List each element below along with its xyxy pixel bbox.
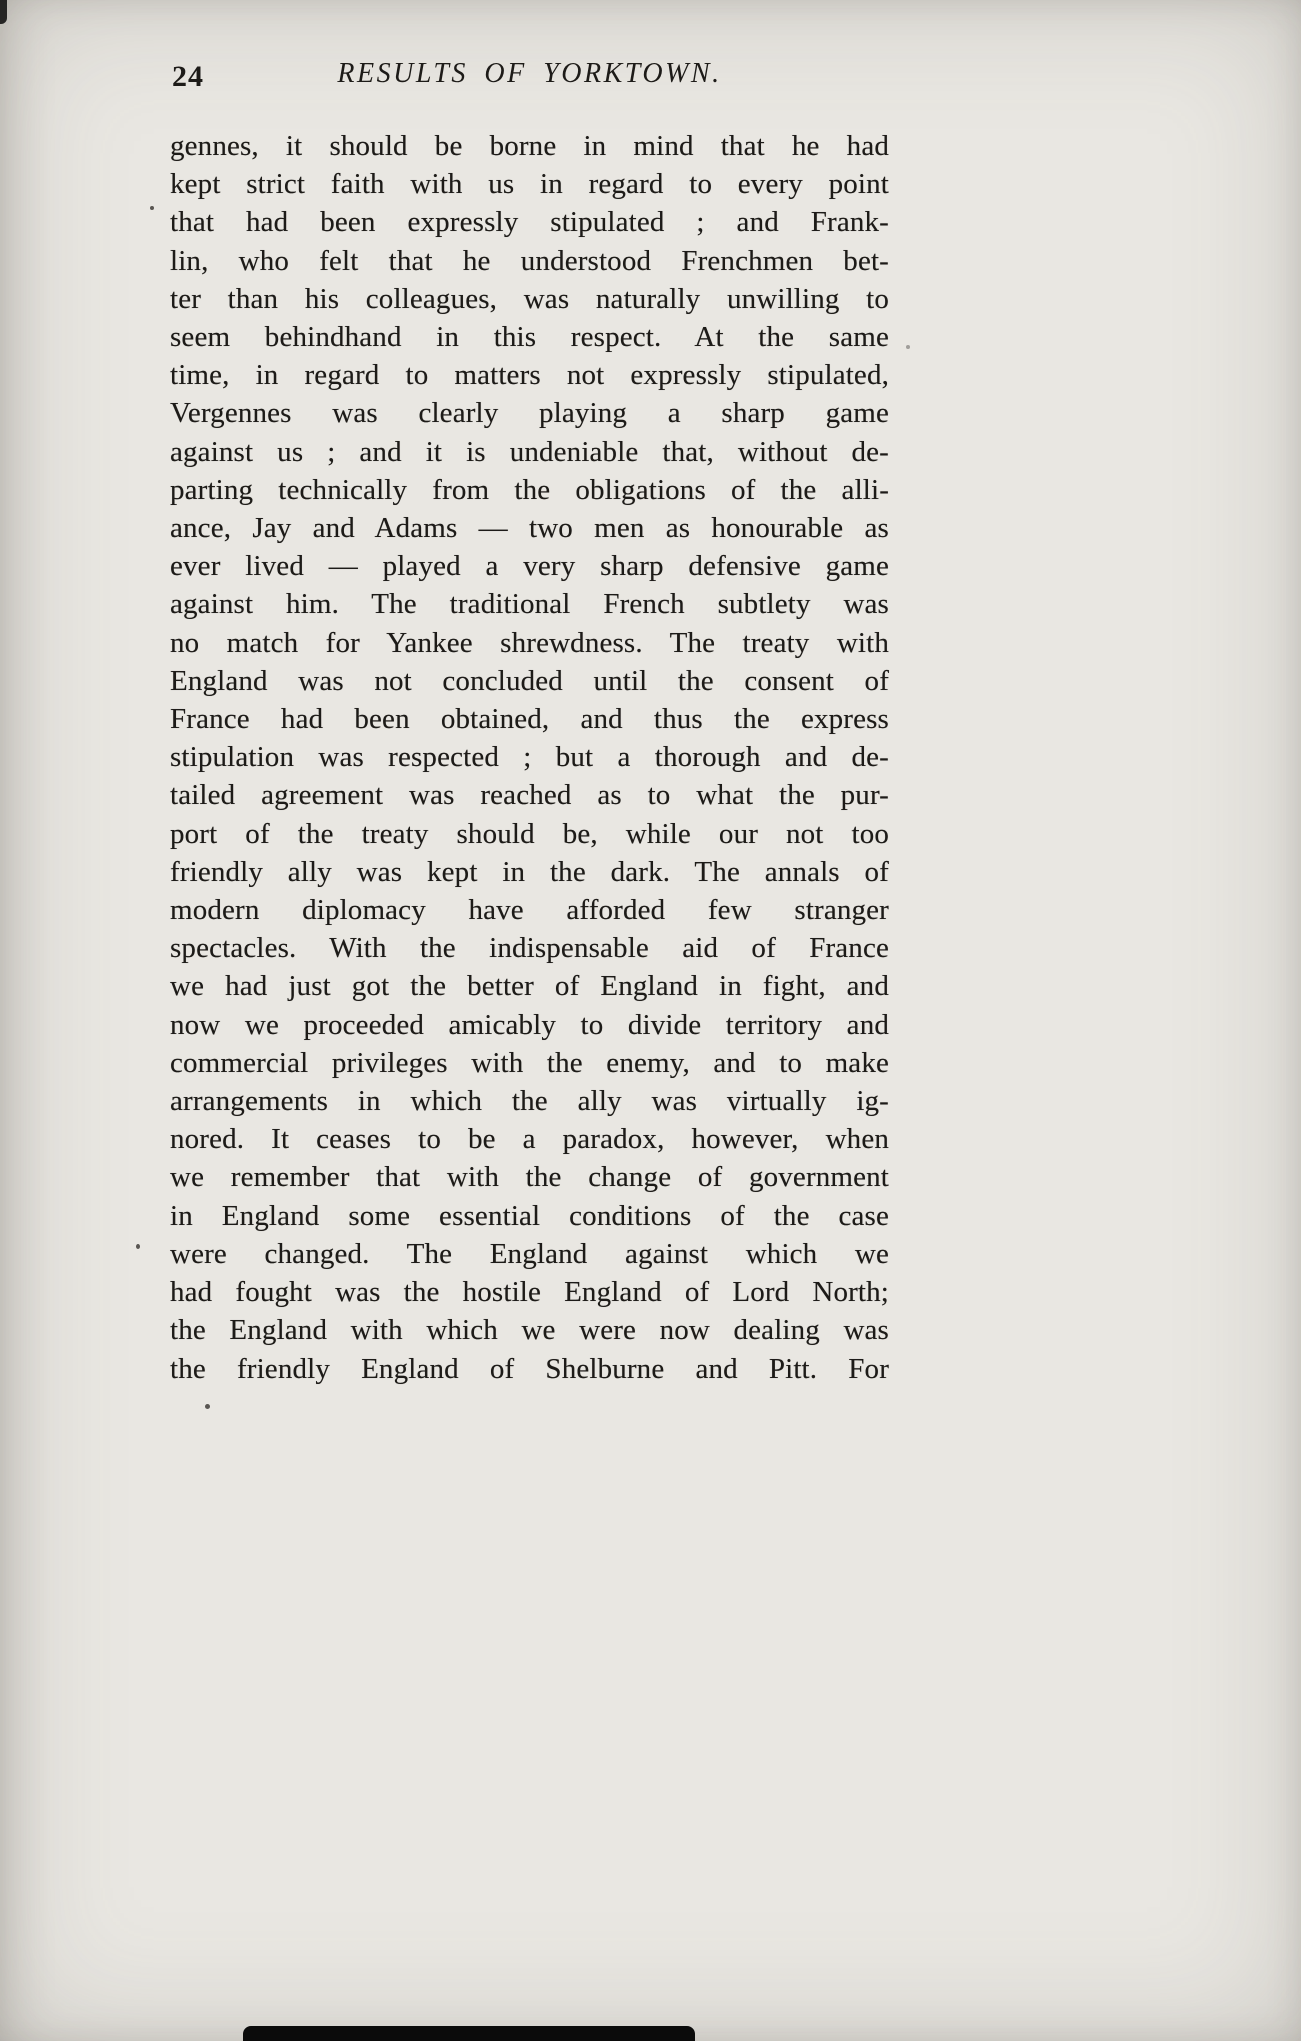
text-line: we had just got the better of England in fight, and: [170, 970, 889, 1003]
text-line: Vergennes was clearly playing a sharp game: [170, 397, 889, 430]
text-line: France had been obtained, and thus the express: [170, 703, 889, 736]
text-line: arrangements in which the ally was virtually ig-: [170, 1085, 889, 1118]
text-line: seem behindhand in this respect. At the same: [170, 321, 889, 354]
scan-speck: [136, 1244, 140, 1249]
text-line: the England with which we were now dealing was: [170, 1314, 889, 1347]
page-body-text: [170, 127, 889, 1388]
text-line: stipulation was respected ; but a thorough and de-: [170, 741, 889, 774]
text-line: lin, who felt that he understood Frenchmen bet-: [170, 244, 889, 277]
text-line: ever lived — played a very sharp defensive game: [170, 550, 889, 583]
text-line: ance, Jay and Adams — two men as honourable as: [170, 512, 889, 545]
text-line: ter than his colleagues, was naturally unwilling to: [170, 282, 889, 315]
scan-artifact-corner-mark: [0, 0, 7, 24]
scan-speck: [205, 1404, 210, 1409]
text-line: no match for Yankee shrewdness. The treaty with: [170, 626, 889, 659]
text-line: were changed. The England against which we: [170, 1237, 889, 1270]
text-line: nored. It ceases to be a paradox, however, when: [170, 1123, 889, 1156]
text-line: we remember that with the change of government: [170, 1161, 889, 1194]
text-line: against us ; and it is undeniable that, without de-: [170, 435, 889, 468]
text-line: against him. The traditional French subtlety was: [170, 588, 889, 621]
text-line: gennes, it should be borne in mind that he had: [170, 130, 889, 162]
text-line: commercial privileges with the enemy, and to make: [170, 1046, 889, 1079]
text-line: had fought was the hostile England of Lord North;: [170, 1276, 889, 1309]
text-line: modern diplomacy have afforded few stranger: [170, 894, 889, 927]
scan-artifact-bottom-bar: [243, 2026, 695, 2041]
text-line: now we proceeded amicably to divide territory and: [170, 1008, 889, 1041]
text-line: spectacles. With the indispensable aid of France: [170, 932, 889, 965]
page-number: 24: [172, 60, 204, 93]
text-line: friendly ally was kept in the dark. The annals of: [170, 855, 889, 888]
text-line: kept strict faith with us in regard to every point: [170, 168, 889, 201]
text-line: parting technically from the obligations of the alli-: [170, 473, 889, 506]
scan-speck: [906, 345, 910, 349]
text-line: time, in regard to matters not expressly stipulated,: [170, 359, 889, 392]
scan-speck: [150, 206, 154, 210]
text-line: the friendly England of Shelburne and Pitt. For: [170, 1352, 889, 1385]
text-line: tailed agreement was reached as to what the pur-: [170, 779, 889, 812]
text-line: port of the treaty should be, while our not too: [170, 817, 889, 850]
running-header-row: [170, 58, 889, 104]
text-line: that had been expressly stipulated ; and Frank-: [170, 206, 889, 239]
running-header-title: RESULTS OF YORKTOWN.: [337, 58, 722, 89]
text-line: England was not concluded until the consent of: [170, 664, 889, 697]
text-line: in England some essential conditions of the case: [170, 1199, 889, 1232]
